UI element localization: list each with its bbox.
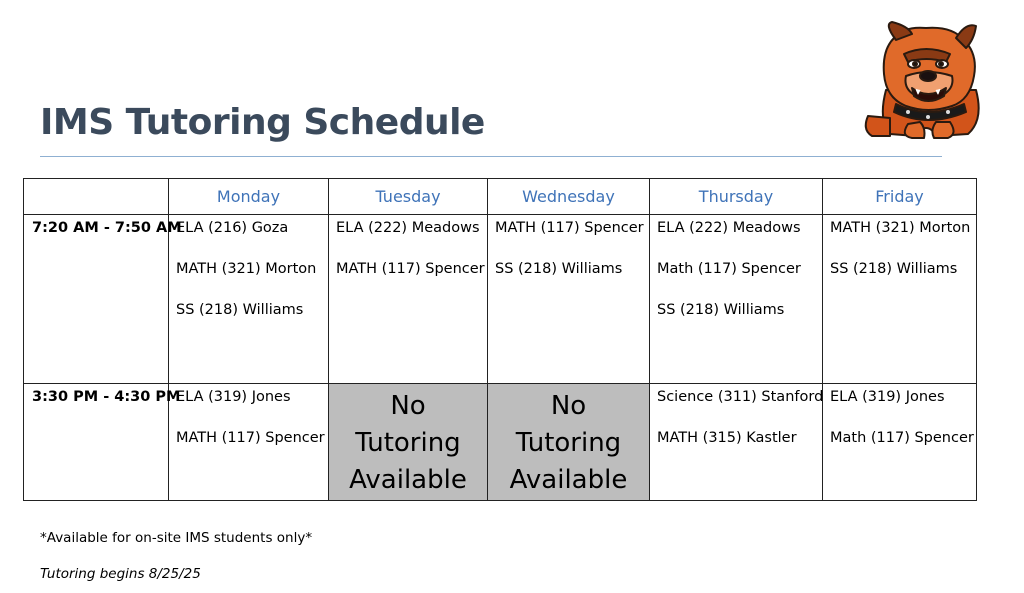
day-header-tuesday: Tuesday bbox=[329, 179, 488, 215]
schedule-cell-thursday-pm bbox=[650, 384, 823, 501]
no-tutoring-line: No bbox=[550, 390, 587, 421]
schedule-cell-wednesday-am bbox=[488, 215, 650, 384]
tutor-entry: MATH (321) Morton bbox=[176, 261, 317, 277]
tutor-entry: SS (218) Williams bbox=[830, 261, 958, 277]
tutor-entry: MATH (117) Spencer bbox=[336, 261, 485, 277]
tutor-entry: Math (117) Spencer bbox=[830, 430, 974, 446]
schedule-cell-friday-pm bbox=[823, 384, 977, 501]
start-date-note: Tutoring begins 8/25/25 bbox=[40, 566, 201, 582]
schedule-cell-monday-pm bbox=[169, 384, 329, 501]
no-tutoring-line: Tutoring bbox=[355, 427, 461, 458]
tutor-entry: Math (117) Spencer bbox=[657, 261, 801, 277]
time-slot-afternoon: 3:30 PM - 4:30 PM bbox=[24, 384, 169, 501]
tutor-entry: ELA (216) Goza bbox=[176, 220, 289, 236]
title-divider bbox=[40, 156, 942, 157]
tutor-entry: ELA (222) Meadows bbox=[657, 220, 801, 236]
schedule-cell-thursday-am bbox=[650, 215, 823, 384]
no-tutoring-line: No bbox=[390, 390, 426, 421]
no-tutoring-line: Available bbox=[349, 464, 467, 495]
day-header-thursday: Thursday bbox=[650, 179, 823, 215]
schedule-cell-tuesday-am bbox=[329, 215, 488, 384]
tutor-entry: SS (218) Williams bbox=[495, 261, 623, 277]
bulldog-mascot-icon bbox=[856, 20, 994, 140]
tutor-entry: SS (218) Williams bbox=[176, 302, 304, 318]
tutor-entry: MATH (321) Morton bbox=[830, 220, 971, 236]
schedule-cell-friday-am bbox=[823, 215, 977, 384]
page-title: IMS Tutoring Schedule bbox=[40, 102, 485, 143]
day-header-wednesday: Wednesday bbox=[488, 179, 650, 215]
tutor-entry: Science (311) Stanford bbox=[657, 389, 824, 405]
tutor-entry: ELA (319) Jones bbox=[830, 389, 945, 405]
tutor-entry: MATH (117) Spencer bbox=[176, 430, 325, 446]
time-slot-morning: 7:20 AM - 7:50 AM bbox=[24, 215, 169, 384]
tutoring-schedule-table bbox=[23, 178, 977, 501]
table-row bbox=[24, 384, 977, 501]
tutor-entry: MATH (315) Kastler bbox=[657, 430, 797, 446]
table-row bbox=[24, 215, 977, 384]
header-row bbox=[24, 179, 977, 215]
tutor-entry: MATH (117) Spencer bbox=[495, 220, 644, 236]
tutor-entry: ELA (222) Meadows bbox=[336, 220, 480, 236]
tutor-entry: ELA (319) Jones bbox=[176, 389, 291, 405]
tutor-entry: SS (218) Williams bbox=[657, 302, 785, 318]
no-tutoring-cell-wednesday bbox=[488, 384, 650, 501]
no-tutoring-line: Available bbox=[509, 464, 628, 495]
day-header-friday: Friday bbox=[823, 179, 977, 215]
no-tutoring-line: Tutoring bbox=[515, 427, 622, 458]
corner-cell bbox=[24, 179, 169, 215]
no-tutoring-cell-tuesday bbox=[329, 384, 488, 501]
schedule-cell-monday-am bbox=[169, 215, 329, 384]
day-header-monday: Monday bbox=[169, 179, 329, 215]
availability-note: *Available for on-site IMS students only* bbox=[40, 530, 313, 546]
